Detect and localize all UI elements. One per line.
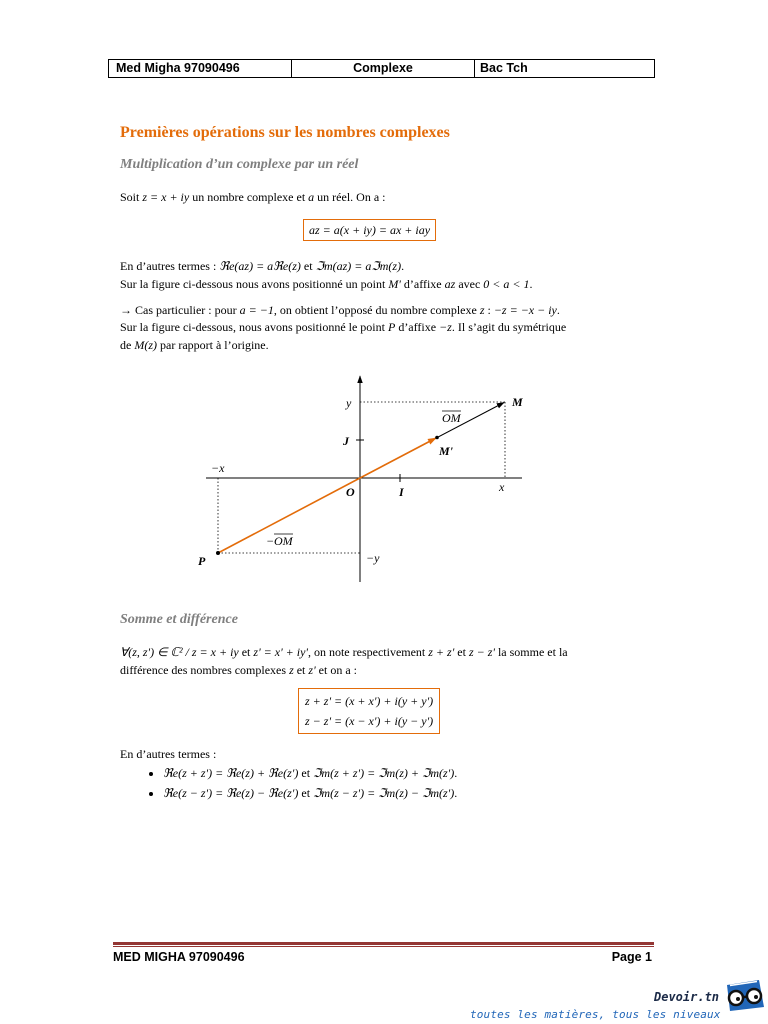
label-neg-y: −y bbox=[366, 551, 380, 565]
label-i: I bbox=[399, 485, 404, 499]
math-expression: a = −1 bbox=[239, 303, 274, 317]
math-expression: ℑm(z + z') = ℑm(z) + ℑm(z') bbox=[313, 766, 455, 780]
math-expression: a bbox=[308, 190, 315, 204]
footer-author: MED MIGHA 97090496 bbox=[113, 950, 245, 964]
point-m-prime bbox=[435, 436, 439, 440]
math-expression: P bbox=[387, 320, 396, 334]
text-segment: . bbox=[556, 303, 560, 317]
sum-intro2-paragraph bbox=[120, 663, 357, 677]
label-origin: O bbox=[346, 485, 355, 499]
glasses-book-icon bbox=[721, 977, 766, 1013]
brand-name: Devoir.tn bbox=[654, 990, 720, 1004]
sum-intro-paragraph bbox=[120, 645, 568, 659]
math-expression: z bbox=[479, 303, 485, 317]
right-pupil bbox=[754, 995, 758, 999]
math-expression: z' = x' + iy' bbox=[253, 645, 308, 659]
header-level: Bac Tch bbox=[475, 60, 655, 78]
text-segment: de bbox=[120, 338, 135, 352]
glasses-bridge bbox=[743, 997, 747, 998]
label-neg-vector-om: OM bbox=[274, 534, 293, 548]
vector-om-prime bbox=[360, 438, 436, 478]
text-segment: d’affixe bbox=[400, 277, 445, 291]
header-subject: Complexe bbox=[292, 60, 475, 78]
special-case-paragraph bbox=[120, 303, 560, 317]
page-title: Premières opérations sur les nombres complexes bbox=[120, 124, 450, 141]
sum-terms-heading: En d’autres termes : bbox=[120, 747, 217, 761]
point-p bbox=[216, 551, 220, 555]
math-expression: z bbox=[289, 663, 294, 677]
formula-difference: z − z' = (x − x') + i(y − y') bbox=[305, 714, 434, 728]
label-neg-sign: − bbox=[266, 534, 275, 548]
text-segment: un nombre complexe et bbox=[189, 190, 309, 204]
footer-rule bbox=[113, 942, 654, 945]
text-segment: avec bbox=[455, 277, 484, 291]
label-x: x bbox=[499, 480, 505, 494]
text-segment: et bbox=[293, 663, 309, 677]
left-pupil bbox=[736, 997, 740, 1001]
math-expression: ℑm(az) = aℑm(z) bbox=[315, 259, 402, 273]
label-neg-x: −x bbox=[211, 461, 225, 475]
text-segment: par rapport à l’origine. bbox=[157, 338, 269, 352]
math-expression: ∀(z, z') ∈ ℂ² / z = x + iy bbox=[120, 645, 239, 659]
text-segment: → Cas particulier : pour bbox=[120, 303, 240, 317]
text-segment: . bbox=[454, 786, 458, 800]
math-expression: ℜe(z − z') = ℜe(z) − ℜe(z') bbox=[163, 786, 299, 800]
text-segment: et bbox=[454, 645, 469, 659]
math-expression: 0 < a < 1 bbox=[483, 277, 530, 291]
text-segment: et bbox=[298, 766, 314, 780]
text-segment: . bbox=[401, 259, 405, 273]
glasses-right-lens bbox=[747, 989, 761, 1003]
label-p: P bbox=[198, 554, 206, 568]
intro-paragraph bbox=[120, 190, 385, 204]
text-segment: et bbox=[298, 786, 314, 800]
math-expression: ℜe(az) = aℜe(z) bbox=[219, 259, 301, 273]
formula-box: az = a(x + iy) = ax + iay bbox=[303, 219, 436, 241]
math-expression: az bbox=[444, 277, 456, 291]
section-subtitle: Somme et différence bbox=[120, 612, 238, 627]
text-segment: , on note respectivement bbox=[307, 645, 429, 659]
figure-note2-paragraph bbox=[120, 320, 566, 334]
text-segment: : bbox=[484, 303, 494, 317]
text-segment: et on a : bbox=[315, 663, 357, 677]
sum-formula-box bbox=[298, 688, 440, 734]
text-segment: En d’autres termes : bbox=[120, 259, 220, 273]
math-expression: z' bbox=[308, 663, 316, 677]
header-author: Med Migha 97090496 bbox=[109, 60, 292, 78]
text-segment: . Il s’agit du symétrique bbox=[451, 320, 567, 334]
glasses-left-lens bbox=[729, 991, 743, 1005]
math-expression: z − z' bbox=[468, 645, 495, 659]
math-expression: −z = −x − iy bbox=[493, 303, 557, 317]
figure-note3-paragraph bbox=[120, 338, 269, 352]
label-m: M bbox=[512, 395, 523, 409]
properties-list bbox=[163, 763, 457, 803]
footer-rule-thin bbox=[113, 946, 654, 947]
brand-slogan: toutes les matières, tous les niveaux bbox=[470, 1008, 721, 1021]
math-expression: −z bbox=[439, 320, 452, 334]
math-expression: ℜe(z + z') = ℜe(z) + ℜe(z') bbox=[163, 766, 299, 780]
text-segment: Sur la figure ci-dessous, nous avons positionné le point bbox=[120, 320, 388, 334]
text-segment: différence des nombres complexes bbox=[120, 663, 290, 677]
list-item bbox=[163, 763, 457, 783]
text-segment: Soit bbox=[120, 190, 143, 204]
label-m-prime: M' bbox=[439, 444, 454, 458]
header-table bbox=[108, 59, 655, 78]
text-segment: et bbox=[238, 645, 254, 659]
page-number: Page 1 bbox=[611, 950, 652, 964]
text-segment: et bbox=[300, 259, 316, 273]
text-segment: d’affixe bbox=[395, 320, 440, 334]
complex-plane-figure bbox=[190, 370, 540, 590]
text-segment: . bbox=[454, 766, 458, 780]
math-expression: z + z' bbox=[428, 645, 455, 659]
formula-sum: z + z' = (x + x') + i(y + y') bbox=[305, 694, 434, 708]
label-vector-om: OM bbox=[442, 411, 461, 425]
math-expression: M' bbox=[388, 277, 401, 291]
terms-paragraph bbox=[120, 259, 404, 273]
label-y: y bbox=[346, 396, 352, 410]
math-expression: ℑm(z − z') = ℑm(z) − ℑm(z') bbox=[313, 786, 455, 800]
label-j: J bbox=[343, 434, 349, 448]
text-segment: un réel. On a : bbox=[314, 190, 386, 204]
list-item bbox=[163, 783, 457, 803]
text-segment: , on obtient l’opposé du nombre complexe bbox=[273, 303, 480, 317]
math-expression: M(z) bbox=[134, 338, 157, 352]
section-subtitle: Multiplication d’un complexe par un réel bbox=[120, 157, 359, 172]
math-expression: z = x + iy bbox=[142, 190, 190, 204]
header-row bbox=[109, 60, 655, 78]
text-segment: la somme et la bbox=[494, 645, 568, 659]
figure-note-paragraph bbox=[120, 277, 533, 291]
text-segment: . bbox=[529, 277, 533, 291]
text-segment: Sur la figure ci-dessous nous avons positionné un point bbox=[120, 277, 389, 291]
